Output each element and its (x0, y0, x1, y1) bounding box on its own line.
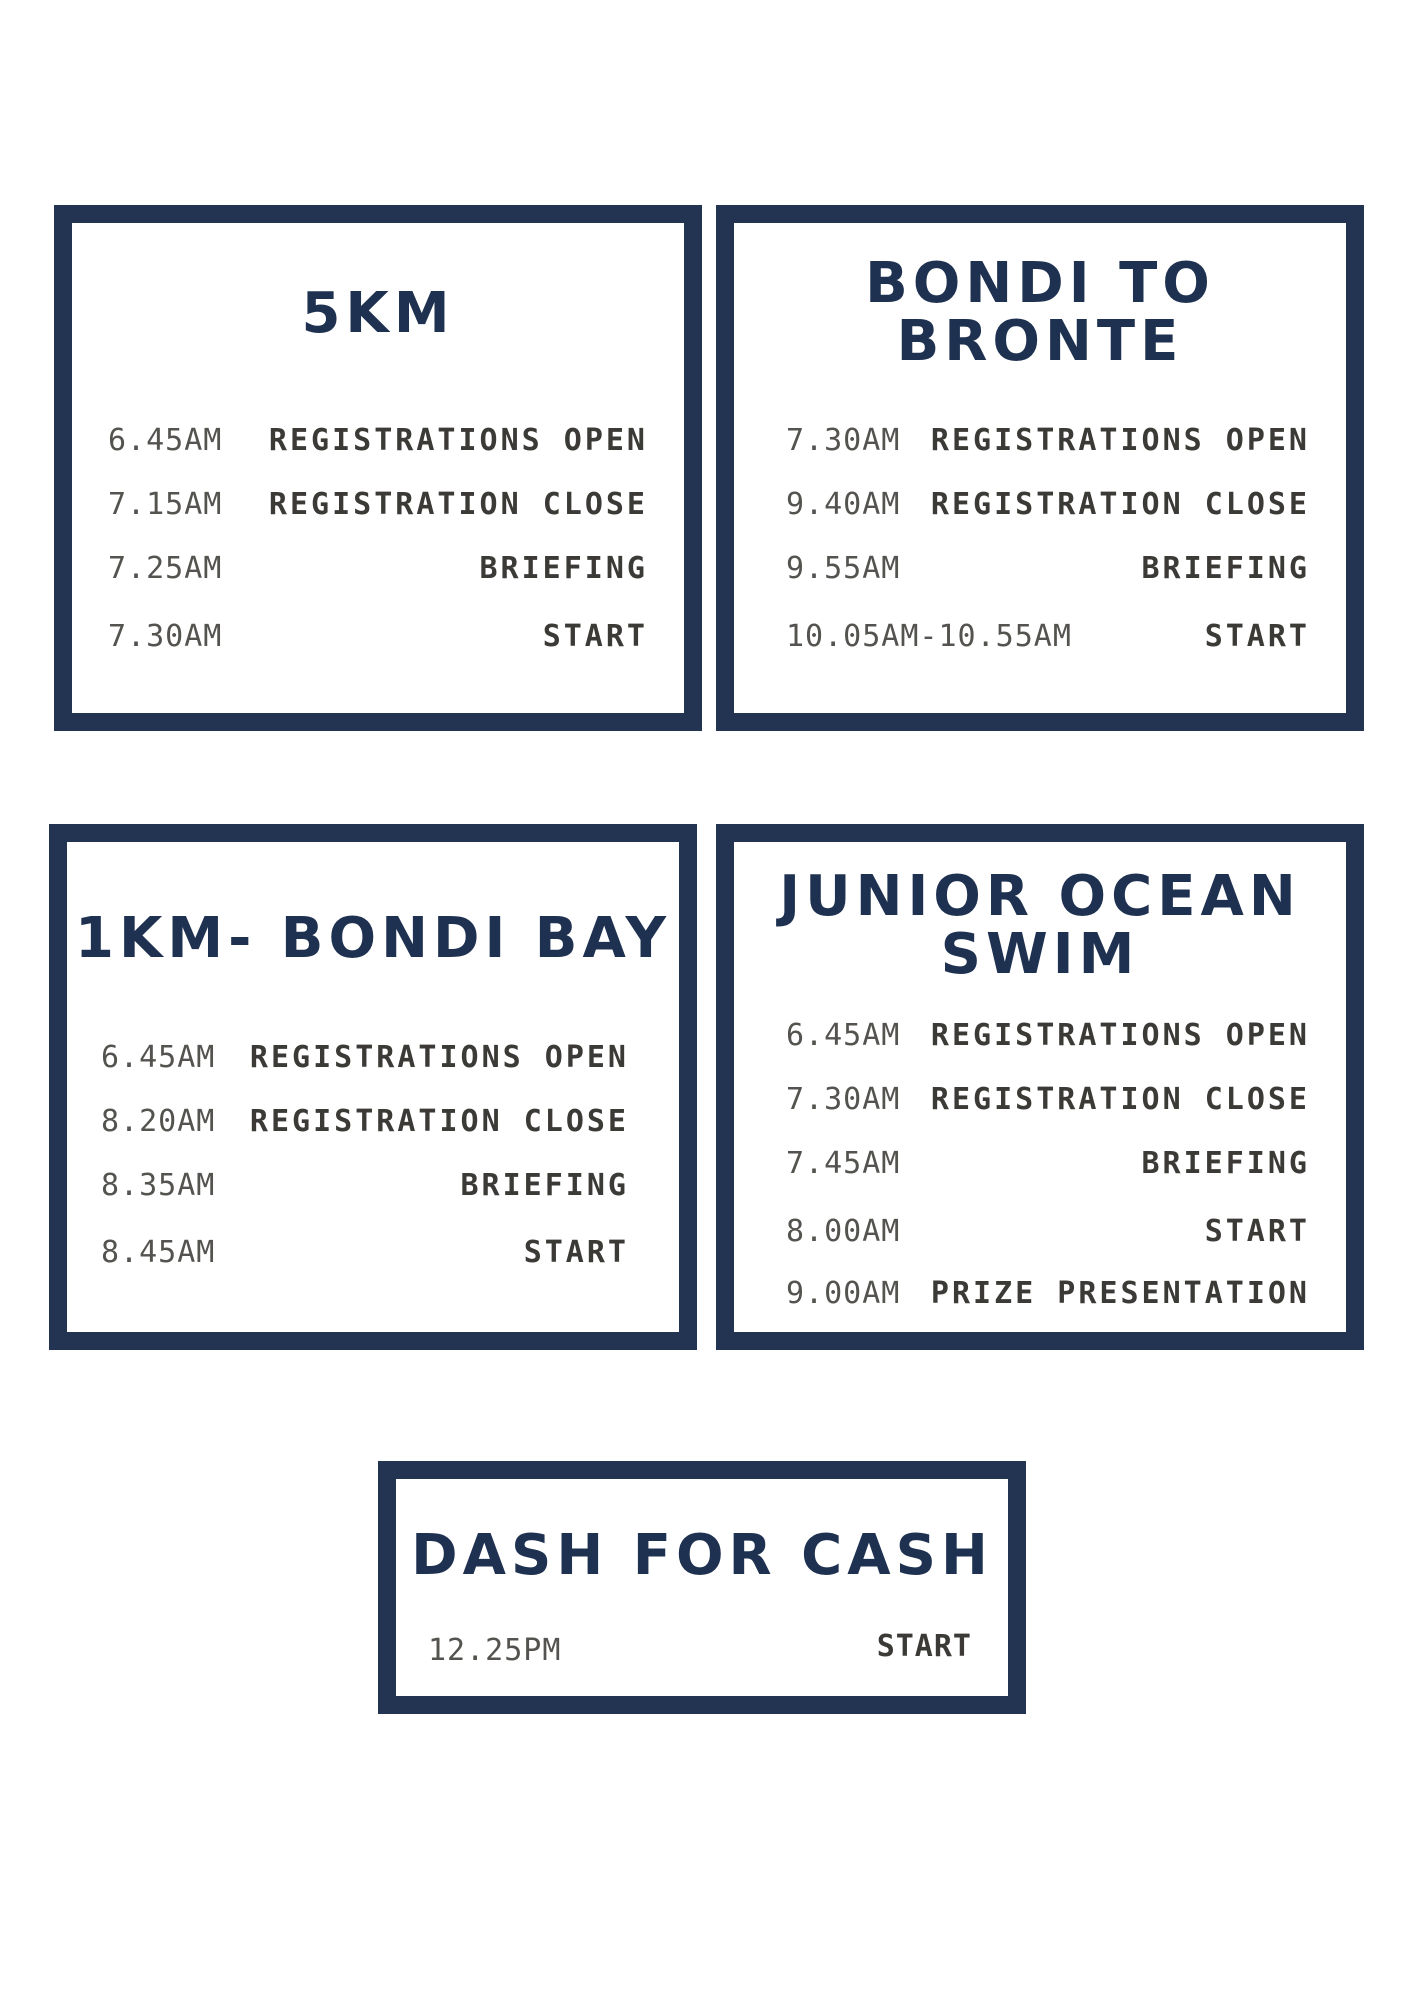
schedule-card-bondi-to-bronte (716, 205, 1364, 731)
schedule-row (101, 1102, 629, 1142)
schedule-card-junior-ocean-swim (716, 824, 1364, 1350)
row-time: 8.45AM (101, 1235, 216, 1270)
card-title-line-1: BONDI TO (865, 251, 1215, 316)
schedule-row (108, 485, 648, 525)
row-time: 6.45AM (786, 1018, 901, 1053)
row-event: START (1204, 619, 1310, 654)
row-event: REGISTRATION CLOSE (249, 1104, 629, 1139)
schedule-row (101, 1233, 629, 1273)
row-time: 12.25PM (428, 1633, 562, 1668)
row-time: 9.40AM (786, 487, 901, 522)
row-time: 7.30AM (786, 423, 901, 458)
schedule-row (786, 617, 1310, 657)
schedule-row (786, 549, 1310, 589)
schedule-card-dash-for-cash (378, 1461, 1026, 1714)
schedule-row (108, 421, 648, 461)
row-event: START (1204, 1214, 1310, 1249)
row-event: BRIEFING (479, 551, 648, 586)
row-event: START (876, 1629, 972, 1664)
schedule-row (786, 1016, 1310, 1056)
row-event: BRIEFING (1141, 551, 1310, 586)
card-title-line-1: JUNIOR OCEAN (779, 864, 1301, 929)
row-event: REGISTRATIONS OPEN (930, 1018, 1310, 1053)
row-time: 7.25AM (108, 551, 223, 586)
row-event: REGISTRATION CLOSE (268, 487, 648, 522)
card-title-line-2: BRONTE (896, 309, 1184, 374)
schedule-row (786, 1080, 1310, 1120)
card-title-line-2: SWIM (940, 922, 1140, 987)
row-time: 9.00AM (786, 1276, 901, 1311)
schedule-row (108, 617, 648, 657)
row-time: 10.05AM-10.55AM (786, 619, 1072, 654)
schedule-card-1km-bondi-bay (49, 824, 697, 1350)
card-title: 1KM- BONDI BAY (74, 906, 671, 971)
row-event: START (542, 619, 648, 654)
row-time: 8.20AM (101, 1104, 216, 1139)
row-event: REGISTRATION CLOSE (930, 1082, 1310, 1117)
schedule-row (786, 1212, 1310, 1252)
row-time: 7.30AM (786, 1082, 901, 1117)
row-event: REGISTRATIONS OPEN (930, 423, 1310, 458)
row-event: REGISTRATIONS OPEN (268, 423, 648, 458)
row-time: 7.15AM (108, 487, 223, 522)
row-time: 7.45AM (786, 1146, 901, 1181)
row-time: 8.35AM (101, 1168, 216, 1203)
row-time: 6.45AM (101, 1040, 216, 1075)
row-event: BRIEFING (460, 1168, 629, 1203)
row-time: 7.30AM (108, 619, 223, 654)
row-event: PRIZE PRESENTATION (930, 1276, 1310, 1311)
card-title: DASH FOR CASH (411, 1523, 993, 1588)
schedule-row (101, 1038, 629, 1078)
schedule-row (786, 421, 1310, 461)
row-event: REGISTRATIONS OPEN (249, 1040, 629, 1075)
schedule-row (428, 1627, 972, 1667)
schedule-row (786, 1144, 1310, 1184)
row-event: BRIEFING (1141, 1146, 1310, 1181)
schedule-row (786, 1274, 1310, 1314)
row-event: START (523, 1235, 629, 1270)
row-time: 9.55AM (786, 551, 901, 586)
schedule-row (786, 485, 1310, 525)
row-time: 6.45AM (108, 423, 223, 458)
row-event: REGISTRATION CLOSE (930, 487, 1310, 522)
schedule-row (101, 1166, 629, 1206)
schedule-card-5km (54, 205, 702, 731)
card-title: 5KM (301, 281, 455, 346)
row-time: 8.00AM (786, 1214, 901, 1249)
schedule-row (108, 549, 648, 589)
